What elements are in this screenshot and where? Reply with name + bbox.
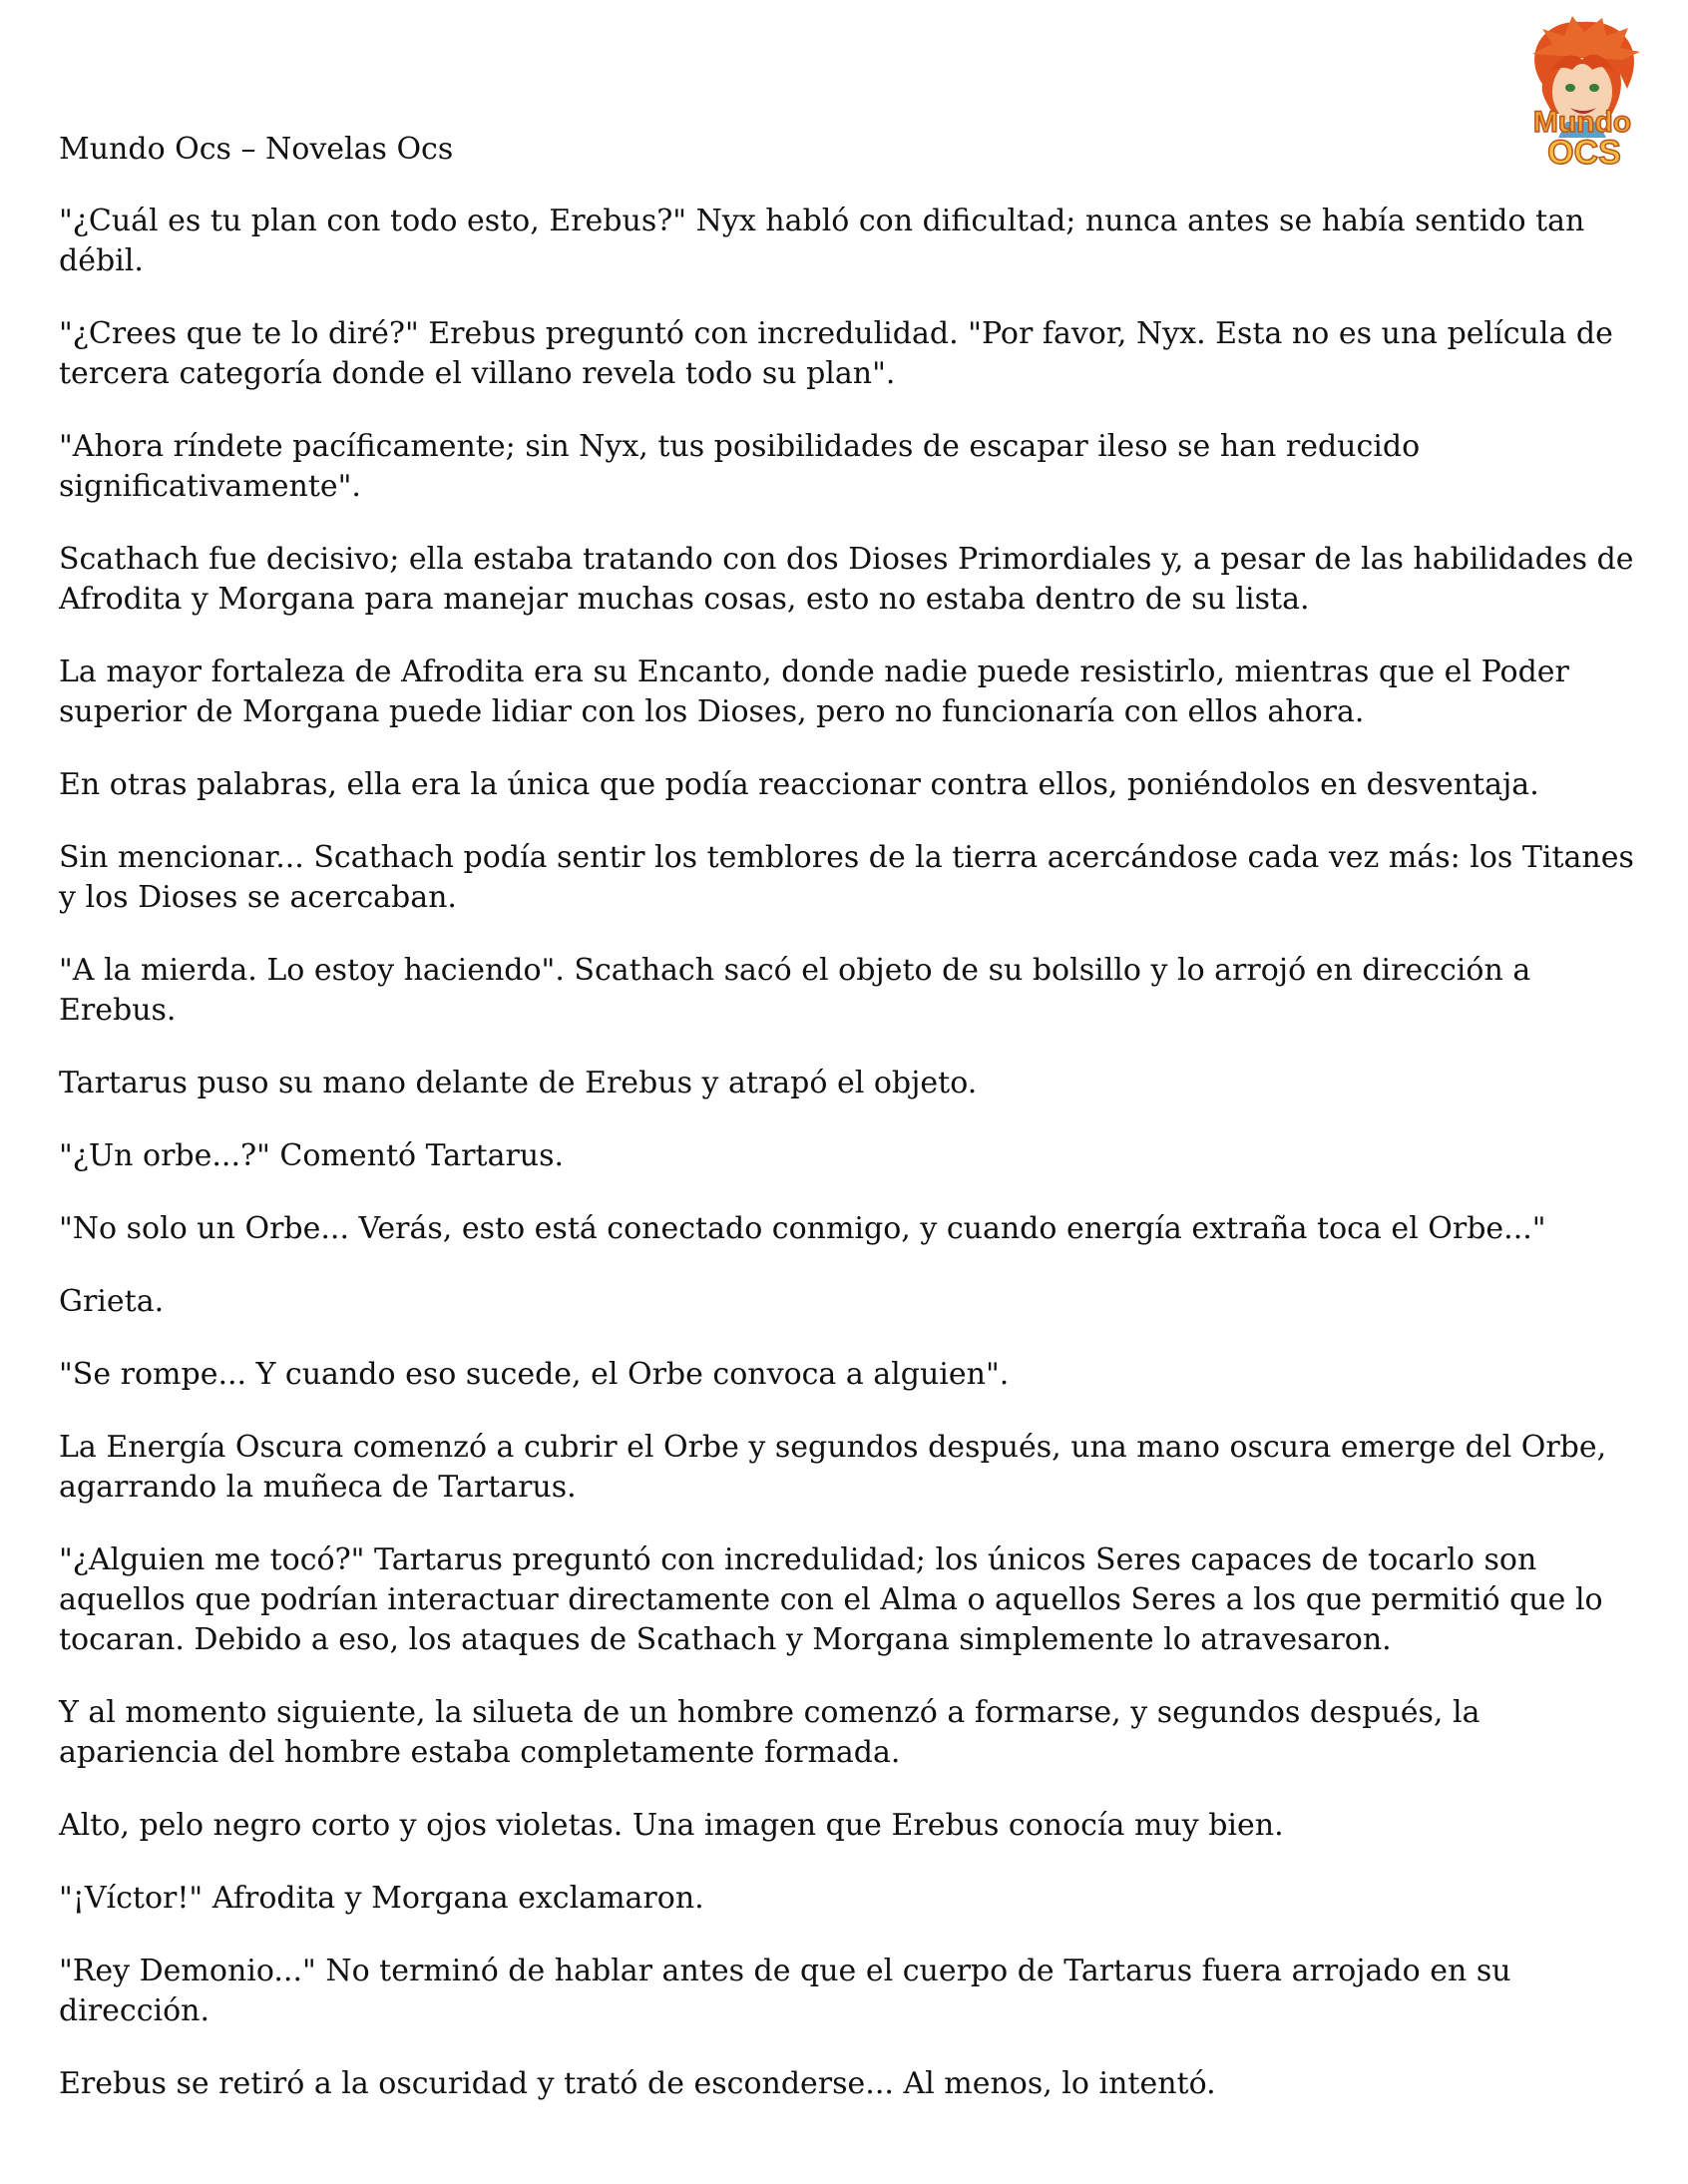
document-body [59, 130, 1645, 2137]
paragraph: "¿Un orbe...?" Comentó Tartarus. [59, 1138, 565, 1173]
paragraph: La mayor fortaleza de Afrodita era su Encanto, donde nadie puede resistirlo, mientras que el Poder superior de Morgana puede lidiar con los Dioses, pero no funcionaría con ellos ahora. [59, 655, 1569, 729]
paragraph: "Se rompe... Y cuando eso sucede, el Orbe convoca a alguien". [59, 1357, 1010, 1392]
paragraph: "¡Víctor!" Afrodita y Morgana exclamaron. [59, 1881, 704, 1916]
paragraph: "A la mierda. Lo estoy haciendo". Scathach sacó el objeto de su bolsillo y lo arrojó en dirección a Erebus. [59, 953, 1531, 1028]
paragraph: "¿Alguien me tocó?" Tartarus preguntó con incredulidad; los únicos Seres capaces de tocarlo son aquellos que podrían interactuar directamente con el Alma o aquellos Seres a los que permitió que lo tocaran. Debido a eso, los ataques de Scathach y Morgana simplemente lo atravesaron. [59, 1542, 1603, 1657]
document-header: Mundo Ocs – Novelas Ocs [59, 132, 454, 167]
logo-text-top: Mundo [1532, 106, 1632, 139]
paragraph: Scathach fue decisivo; ella estaba tratando con dos Dioses Primordiales y, a pesar de las habilidades de Afrodita y Morgana para manejar muchas cosas, esto no estaba dentro de su lista. [59, 542, 1634, 617]
paragraph: Erebus se retiró a la oscuridad y trató de esconderse... Al menos, lo intentó. [59, 2066, 1216, 2101]
paragraph: "¿Cuál es tu plan con todo esto, Erebus?" Nyx habló con dificultad; nunca antes se había sentido tan débil. [59, 204, 1585, 278]
logo-text-bottom: OCS [1547, 134, 1621, 172]
paragraph: Y al momento siguiente, la silueta de un hombre comenzó a formarse, y segundos después, la apariencia del hombre estaba completamente formada. [59, 1695, 1480, 1770]
paragraph: Sin mencionar... Scathach podía sentir los temblores de la tierra acercándose cada vez más: los Titanes y los Dioses se acercaban. [59, 840, 1634, 915]
paragraph: "No solo un Orbe... Verás, esto está conectado conmigo, y cuando energía extraña toca el Orbe..." [59, 1211, 1546, 1246]
paragraph: Tartarus puso su mano delante de Erebus y atrapó el objeto. [59, 1066, 978, 1100]
paragraph: En otras palabras, ella era la única que podía reaccionar contra ellos, poniéndolos en desventaja. [59, 767, 1539, 802]
paragraph: Grieta. [59, 1284, 165, 1319]
paragraph: Alto, pelo negro corto y ojos violetas. Una imagen que Erebus conocía muy bien. [59, 1808, 1284, 1843]
paragraph: "¿Crees que te lo diré?" Erebus preguntó con incredulidad. "Por favor, Nyx. Esta no es una película de tercera categoría donde el villano revela todo su plan". [59, 316, 1613, 391]
paragraph: "Rey Demonio..." No terminó de hablar antes de que el cuerpo de Tartarus fuera arrojado en su dirección. [59, 1954, 1511, 2028]
paragraph: La Energía Oscura comenzó a cubrir el Orbe y segundos después, una mano oscura emerge del Orbe, agarrando la muñeca de Tartarus. [59, 1430, 1607, 1505]
paragraph: "Ahora ríndete pacíficamente; sin Nyx, tus posibilidades de escapar ileso se han reducido significativamente". [59, 429, 1421, 504]
